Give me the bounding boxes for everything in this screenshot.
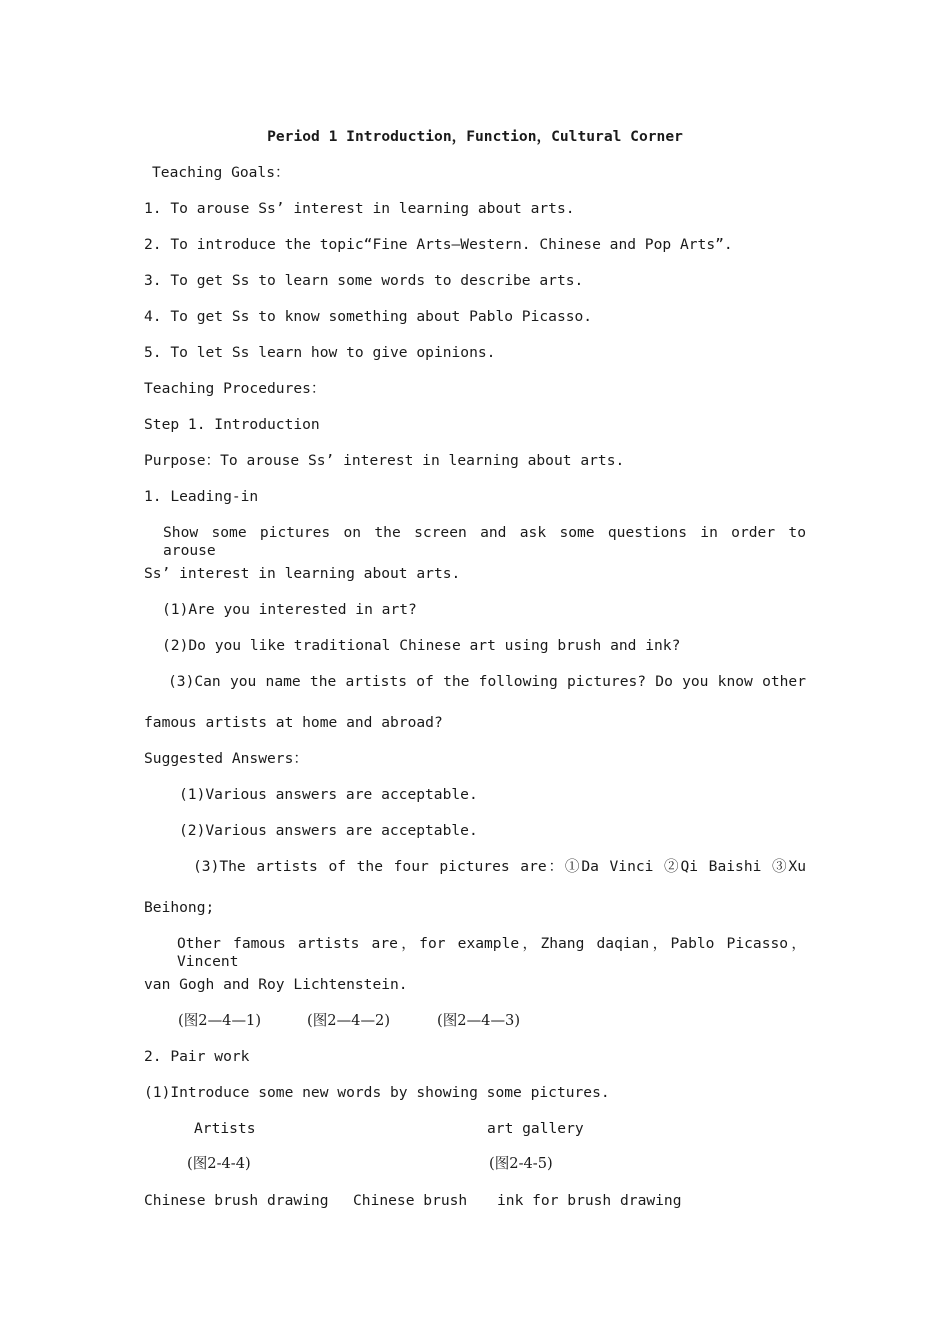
figure-ref: (图2—4—2)	[307, 1012, 391, 1029]
answer-2: (2)Various answers are acceptable.	[179, 822, 478, 839]
answer-3-cont: Beihong;	[144, 899, 215, 916]
procedures-heading: Teaching Procedures：	[144, 380, 326, 397]
other-artists-cont: van Gogh and Roy Lichtenstein.	[144, 976, 408, 993]
document-title: Period 1 Introduction，Function，Cultural Corner	[267, 128, 683, 145]
figure-ref: (图2—4—3)	[437, 1012, 521, 1029]
figure-ref: (图2-4-4)	[187, 1155, 251, 1172]
step-heading: Step 1. Introduction	[144, 416, 320, 433]
goal-item: 1. To arouse Ss’ interest in learning about arts.	[144, 200, 575, 217]
leading-in-text: Show some pictures on the screen and ask some questions in order to arouse	[163, 524, 806, 559]
pair-work-intro: (1)Introduce some new words by showing some pictures.	[144, 1084, 610, 1101]
question-1: (1)Are you interested in art?	[162, 601, 417, 618]
suggested-answers-heading: Suggested Answers：	[144, 750, 308, 767]
goal-item: 2. To introduce the topic“Fine Arts—Western. Chinese and Pop Arts”.	[144, 236, 733, 253]
vocab-ink: ink for brush drawing	[497, 1192, 682, 1209]
figure-ref: (图2-4-5)	[489, 1155, 553, 1172]
other-artists: Other famous artists are，for example，Zhang daqian，Pablo Picasso，Vincent	[177, 935, 806, 970]
vocab-chinese-brush: Chinese brush	[353, 1192, 468, 1209]
figure-ref: (图2—4—1)	[178, 1012, 262, 1029]
teaching-goals-heading: Teaching Goals：	[152, 164, 290, 181]
goal-item: 5. To let Ss learn how to give opinions.	[144, 344, 496, 361]
pair-work-heading: 2. Pair work	[144, 1048, 250, 1065]
vocab-chinese-brush-drawing: Chinese brush drawing	[144, 1192, 329, 1209]
purpose-line: Purpose：To arouse Ss’ interest in learning about arts.	[144, 452, 625, 469]
question-3-cont: famous artists at home and abroad?	[144, 714, 443, 731]
leading-in-heading: 1. Leading-in	[144, 488, 259, 505]
answer-1: (1)Various answers are acceptable.	[179, 786, 478, 803]
question-3: (3)Can you name the artists of the following pictures? Do you know other	[168, 673, 806, 690]
goal-item: 3. To get Ss to learn some words to describe arts.	[144, 272, 584, 289]
question-2: (2)Do you like traditional Chinese art using brush and ink?	[162, 637, 681, 654]
vocab-artists: Artists	[194, 1120, 256, 1137]
goal-item: 4. To get Ss to know something about Pablo Picasso.	[144, 308, 593, 325]
leading-in-text-cont: Ss’ interest in learning about arts.	[144, 565, 461, 582]
vocab-art-gallery: art gallery	[487, 1120, 584, 1137]
answer-3: (3)The artists of the four pictures are：①Da Vinci ②Qi Baishi ③Xu	[193, 858, 806, 875]
